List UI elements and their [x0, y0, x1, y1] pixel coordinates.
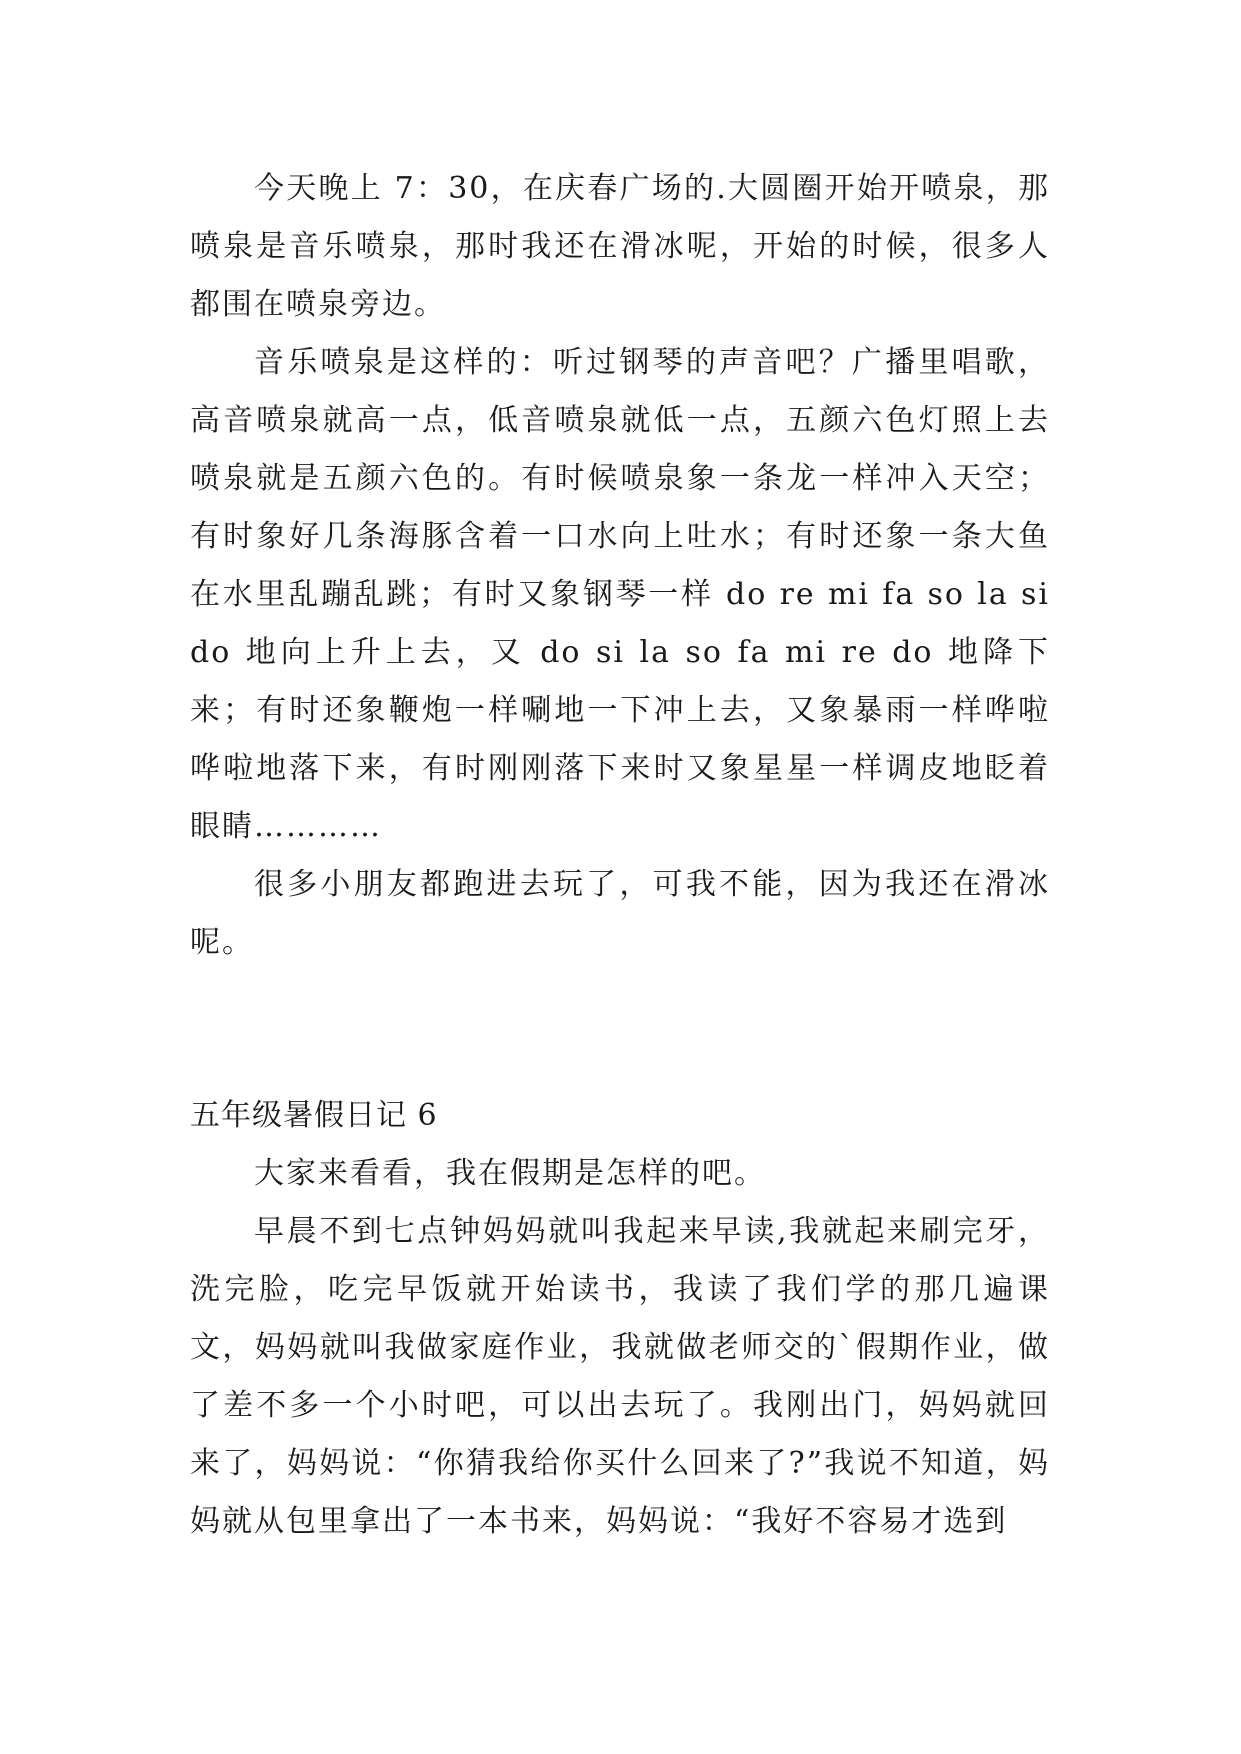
- document-page: [190, 160, 1050, 1551]
- paragraph-fountain-ending: 很多小朋友都跑进去玩了，可我不能，因为我还在滑冰呢。: [190, 867, 1050, 960]
- section-title: 五年级暑假日记 6: [190, 1098, 438, 1133]
- paragraph-fountain-description: 音乐喷泉是这样的：听过钢琴的声音吧？广播里唱歌，高音喷泉就高一点，低音喷泉就低一点，五颜六色灯照上去喷泉就是五颜六色的。有时候喷泉象一条龙一样冲入天空；有时象好几条海豚含着一口水向上吐水；有时还象一条大鱼在水里乱蹦乱跳；有时又象钢琴一样 do re mi fa so la si do 地向上升上去，又 do si la so fa mi re do 地降下来；有时还象鞭炮一样唰地一下冲上去，又象暴雨一样哗啦哗啦地落下来，有时刚刚落下来时又象星星一样调皮地眨着眼睛…………: [190, 345, 1050, 844]
- section-spacer: [190, 972, 1050, 1087]
- paragraph-holiday-intro: 大家来看看，我在假期是怎样的吧。: [254, 1156, 766, 1191]
- paragraph-holiday-morning: 早晨不到七点钟妈妈就叫我起来早读,我就起来刷完牙，洗完脸，吃完早饭就开始读书，我读了我们学的那几遍课文，妈妈就叫我做家庭作业，我就做老师交的`假期作业，做了差不多一个小时吧，可以出去玩了。我刚出门，妈妈就回来了，妈妈说：“你猜我给你买什么回来了?”我说不知道，妈妈就从包里拿出了一本书来，妈妈说：“我好不容易才选到: [190, 1214, 1050, 1539]
- paragraph-fountain-intro: 今天晚上 7：30，在庆春广场的.大圆圈开始开喷泉，那喷泉是音乐喷泉，那时我还在滑冰呢，开始的时候，很多人都围在喷泉旁边。: [190, 171, 1050, 322]
